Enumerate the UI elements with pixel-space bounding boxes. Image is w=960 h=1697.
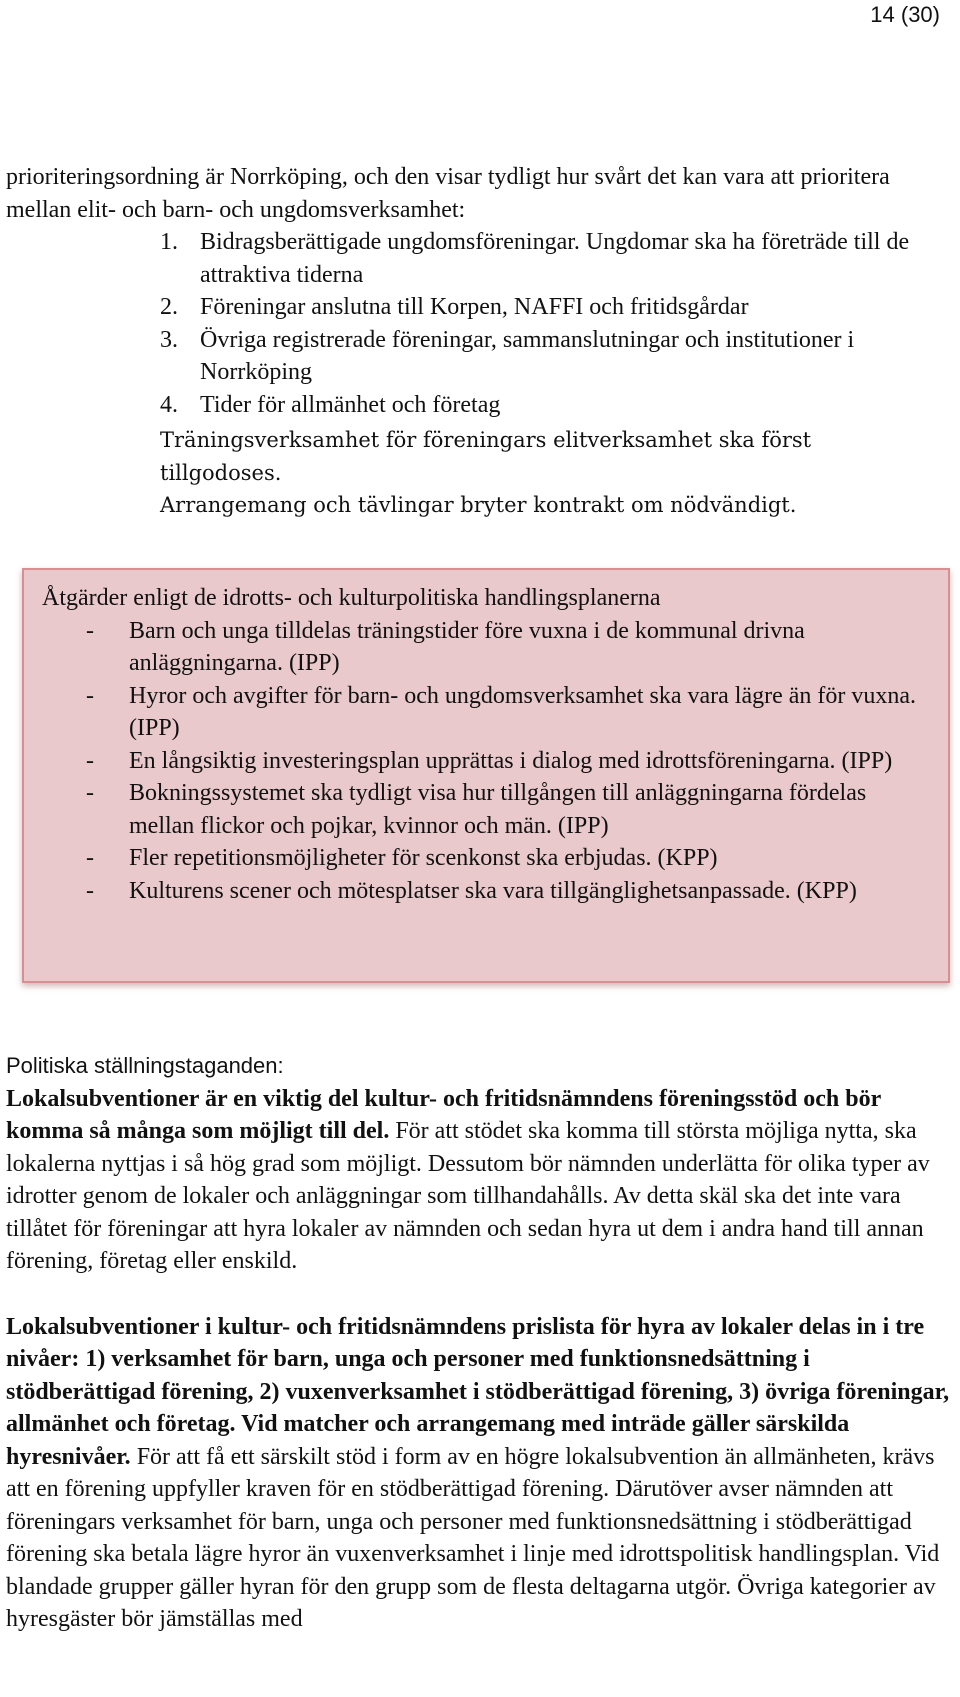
dash-bullet: -: [86, 877, 94, 904]
measure-item: [42, 680, 930, 745]
measure-item: [42, 842, 930, 875]
list-item-text: Tider för allmänhet och företag: [200, 391, 501, 418]
measure-text: Bokningssystemet ska tydligt visa hur tillgången till anläggningarna fördelas mellan flickor och pojkar, kvinnor och män. (IPP): [129, 780, 867, 839]
priority-list: [160, 226, 920, 421]
measure-text: En långsiktig investeringsplan upprättas i dialog med idrottsföreningarna. (IPP): [129, 747, 893, 774]
priority-list-item: [160, 389, 920, 422]
priority-list-item: [160, 226, 920, 291]
measures-heading: Åtgärder enligt de idrotts- och kulturpolitiska handlingsplanerna: [42, 585, 661, 611]
list-number: 3.: [160, 326, 178, 353]
body-text: För att få ett särskilt stöd i form av en högre lokalsubvention än allmänheten, krävs att en förening uppfyller kraven för en stödberättigad förening. Därutöver avser nämnden att föreningars verksamhet för barn, unga och personer med funktionsnedsättning i stödberättigad förening ska betala lägre hyror än vuxenverksamhet i linje med idrottspolitisk handlingsplan. Vid blandade grupper gäller hyran för den grupp som de flesta deltagarna utgör. Övriga kategorier av hyresgäster bör jämställas med: [6, 1443, 940, 1632]
body-text: För att stödet ska komma till största möjliga nytta, ska lokalerna nyttjas i så hög grad som möjligt. Dessutom bör nämnden underlätta för olika typer av idrotter genom de lokaler och anläggningar som tillhandahålls. Av detta skäl ska det inte vara tillåtet för föreningar att hyra lokaler av nämnden och sedan hyra ut dem i andra hand till annan förening, företag eller enskild.: [6, 1118, 930, 1274]
priority-note-events: Arrangemang och tävlingar bryter kontrakt om nödvändigt.: [160, 493, 797, 517]
measures-list: [42, 615, 930, 908]
measure-item: [42, 777, 930, 842]
list-item-text: Övriga registrerade föreningar, sammanslutningar och institutioner i Norrköping: [200, 326, 855, 385]
section-heading: Politiska ställningstaganden:: [6, 1053, 284, 1078]
measure-item: [42, 745, 930, 778]
priority-note: [160, 424, 920, 522]
list-number: 2.: [160, 294, 178, 320]
policy-positions: [6, 1050, 951, 1636]
measure-text: Barn och unga tilldelas träningstider före vuxna i de kommunal drivna anläggningarna. (IPP): [129, 617, 805, 676]
list-item-text: Bidragsberättigade ungdomsföreningar. Ungdomar ska ha företräde till de attraktiva tiderna: [200, 229, 910, 288]
policy-paragraph-1: [6, 1083, 951, 1278]
measure-text: Fler repetitionsmöjligheter för scenkonst ska erbjudas. (KPP): [129, 845, 718, 871]
dash-bullet: -: [86, 747, 94, 774]
list-item-text: Föreningar anslutna till Korpen, NAFFI och fritidsgårdar: [200, 294, 749, 320]
list-number: 4.: [160, 391, 178, 418]
dash-bullet: -: [86, 682, 94, 709]
dash-bullet: -: [86, 780, 94, 806]
intro-paragraph: prioriteringsordning är Norrköping, och den visar tydligt hur svårt det kan vara att prioritera mellan elit- och barn- och ungdomsverksamhet:: [6, 164, 890, 223]
bold-statement: Lokalsubventioner är en viktig del kultur- och fritidsnämndens föreningsstöd och bör komma så många som möjligt till del.: [6, 1085, 881, 1144]
dash-bullet: -: [86, 617, 94, 644]
priority-list-item: [160, 291, 920, 324]
measure-text: Kulturens scener och mötesplatser ska vara tillgänglighetsanpassade. (KPP): [129, 877, 857, 904]
list-number: 1.: [160, 229, 178, 255]
dash-bullet: -: [86, 845, 94, 871]
priority-note-elite: Träningsverksamhet för föreningars elitverksamhet ska först tillgodoses.: [160, 428, 812, 485]
bold-statement: Lokalsubventioner i kultur- och fritidsnämndens prislista för hyra av lokaler delas in i tre nivåer: 1) verksamhet för barn, unga och personer med funktionsnedsättning i stödberättigad förening, 2) vuxenverksamhet i stödberättigad förening, 3) övriga föreningar, allmänhet och företag. Vid matcher och arrangemang med inträde gäller särskilda hyresnivåer.: [6, 1313, 950, 1470]
measure-item: [42, 615, 930, 680]
measure-item: [42, 875, 930, 908]
priority-list-item: [160, 324, 920, 389]
page-number: 14 (30): [870, 2, 940, 27]
policy-paragraph-2: [6, 1311, 951, 1636]
measures-box: [22, 568, 950, 983]
measure-text: Hyror och avgifter för barn- och ungdomsverksamhet ska vara lägre än för vuxna. (IPP): [129, 682, 917, 741]
